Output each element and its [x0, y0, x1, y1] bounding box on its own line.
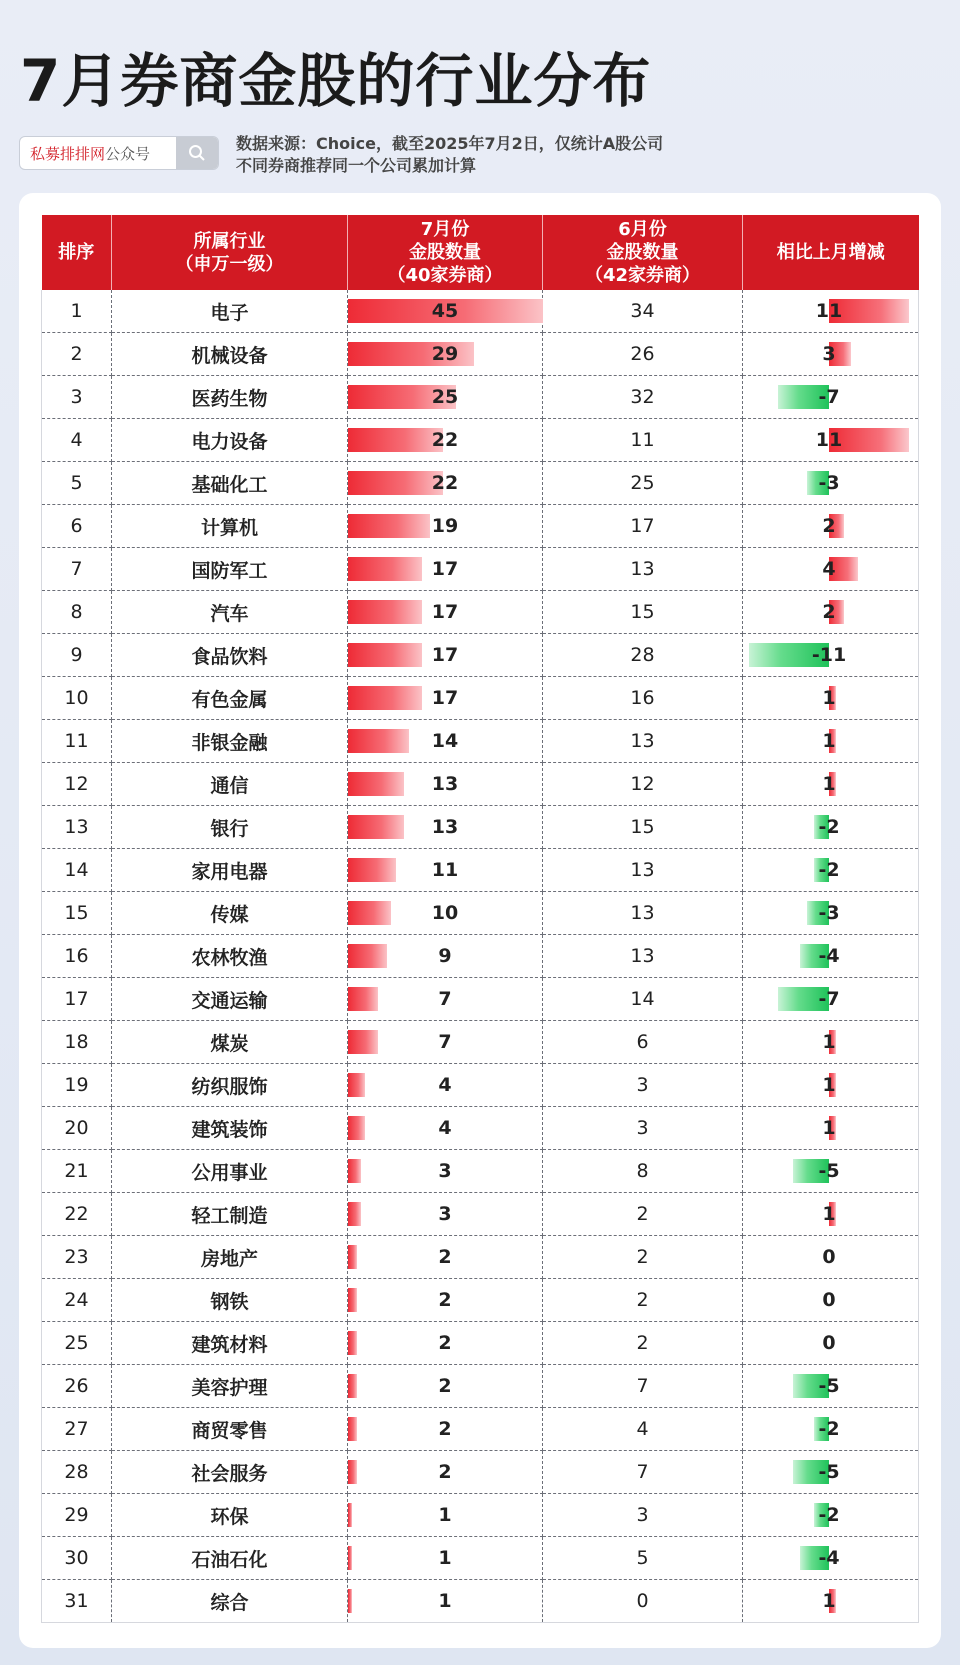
- july-count-bar: [348, 901, 391, 925]
- july-count-cell: [348, 1537, 543, 1580]
- july-count-bar: [348, 1460, 357, 1484]
- july-count-cell: [348, 1494, 543, 1537]
- rank-cell: 4: [42, 419, 112, 462]
- table-row: [42, 720, 919, 763]
- industry-cell: 基础化工: [112, 462, 348, 505]
- table-row: [42, 806, 919, 849]
- industry-cell: 社会服务: [112, 1451, 348, 1494]
- change-value: 1: [822, 687, 836, 709]
- june-count-cell: 15: [543, 806, 743, 849]
- industry-cell: 传媒: [112, 892, 348, 935]
- july-count-value: 2: [438, 1418, 452, 1440]
- july-count-bar: [348, 815, 404, 839]
- july-count-cell: [348, 978, 543, 1021]
- rank-cell: 3: [42, 376, 112, 419]
- change-value: 1: [822, 773, 836, 795]
- change-cell: [743, 935, 919, 978]
- change-cell: [743, 1064, 919, 1107]
- july-count-cell: [348, 1322, 543, 1365]
- july-count-bar: [348, 1546, 352, 1570]
- industry-cell: 房地产: [112, 1236, 348, 1279]
- july-count-value: 2: [438, 1461, 452, 1483]
- change-value: 1: [822, 1203, 836, 1225]
- industry-cell: 综合: [112, 1580, 348, 1623]
- change-cell: [743, 677, 919, 720]
- table-row: [42, 591, 919, 634]
- header-industry: 所属行业 （申万一级）: [112, 215, 348, 290]
- industry-cell: 有色金属: [112, 677, 348, 720]
- july-count-value: 13: [431, 816, 459, 838]
- july-count-value: 7: [438, 1031, 452, 1053]
- change-value: 1: [822, 1117, 836, 1139]
- june-count-cell: 2: [543, 1322, 743, 1365]
- june-count-cell: 2: [543, 1193, 743, 1236]
- table-row: [42, 333, 919, 376]
- july-count-bar: [348, 1245, 357, 1269]
- july-count-bar: [348, 858, 396, 882]
- header-rank: 排序: [42, 215, 112, 290]
- table-header-row: [42, 215, 919, 290]
- source-line-2: 不同券商推荐同一个公司累加计算: [236, 156, 477, 175]
- change-cell: [743, 806, 919, 849]
- july-count-value: 7: [438, 988, 452, 1010]
- july-count-value: 25: [431, 386, 459, 408]
- change-value: 1: [822, 1590, 836, 1612]
- change-value: 0: [822, 1246, 836, 1268]
- july-count-value: 3: [438, 1160, 452, 1182]
- june-count-cell: 13: [543, 935, 743, 978]
- table-row: [42, 892, 919, 935]
- industry-cell: 建筑材料: [112, 1322, 348, 1365]
- july-count-value: 17: [431, 558, 459, 580]
- july-count-bar: [348, 729, 409, 753]
- july-count-bar: [348, 1374, 357, 1398]
- table-row: [42, 1193, 919, 1236]
- industry-cell: 电子: [112, 290, 348, 333]
- rank-cell: 22: [42, 1193, 112, 1236]
- table-row: [42, 1150, 919, 1193]
- table-row: [42, 1580, 919, 1623]
- july-count-bar: [348, 1116, 365, 1140]
- july-count-bar: [348, 1030, 378, 1054]
- july-count-cell: [348, 1451, 543, 1494]
- change-cell: [743, 849, 919, 892]
- source-line-1: 数据来源：Choice，截至2025年7月2日，仅统计A股公司: [236, 134, 664, 153]
- july-count-cell: [348, 763, 543, 806]
- july-count-bar: [348, 557, 422, 581]
- change-value: 0: [822, 1289, 836, 1311]
- table-body: [42, 290, 919, 1623]
- june-count-cell: 3: [543, 1064, 743, 1107]
- table-row: [42, 1107, 919, 1150]
- rank-cell: 30: [42, 1537, 112, 1580]
- table-row: [42, 763, 919, 806]
- table-row: [42, 1021, 919, 1064]
- july-count-cell: [348, 462, 543, 505]
- july-count-cell: [348, 677, 543, 720]
- change-value: -4: [818, 1547, 840, 1569]
- table-row: [42, 1279, 919, 1322]
- july-count-value: 2: [438, 1375, 452, 1397]
- july-count-cell: [348, 1365, 543, 1408]
- rank-cell: 10: [42, 677, 112, 720]
- rank-cell: 15: [42, 892, 112, 935]
- table-row: [42, 677, 919, 720]
- change-cell: [743, 419, 919, 462]
- change-value: 2: [822, 515, 836, 537]
- industry-cell: 轻工制造: [112, 1193, 348, 1236]
- july-count-value: 2: [438, 1246, 452, 1268]
- search-icon: [188, 144, 206, 162]
- industry-cell: 通信: [112, 763, 348, 806]
- july-count-value: 1: [438, 1547, 452, 1569]
- brand-label: [20, 143, 176, 164]
- july-count-value: 17: [431, 644, 459, 666]
- change-cell: [743, 1193, 919, 1236]
- change-cell: [743, 548, 919, 591]
- header-july: 7月份 金股数量 （40家券商）: [348, 215, 543, 290]
- june-count-cell: 13: [543, 548, 743, 591]
- july-count-value: 22: [431, 429, 459, 451]
- change-value: -3: [818, 472, 840, 494]
- june-count-cell: 13: [543, 720, 743, 763]
- change-cell: [743, 892, 919, 935]
- change-value: -5: [818, 1160, 840, 1182]
- july-count-bar: [348, 686, 422, 710]
- july-count-value: 2: [438, 1289, 452, 1311]
- june-count-cell: 2: [543, 1279, 743, 1322]
- table-wrap: [41, 215, 918, 1623]
- june-count-cell: 28: [543, 634, 743, 677]
- rank-cell: 6: [42, 505, 112, 548]
- table-row: [42, 1494, 919, 1537]
- june-count-cell: 8: [543, 1150, 743, 1193]
- july-count-bar: [348, 1331, 357, 1355]
- july-count-bar: [348, 772, 404, 796]
- july-count-cell: [348, 1150, 543, 1193]
- june-count-cell: 6: [543, 1021, 743, 1064]
- july-count-cell: [348, 1580, 543, 1623]
- change-cell: [743, 634, 919, 677]
- july-count-bar: [348, 600, 422, 624]
- june-count-cell: 5: [543, 1537, 743, 1580]
- rank-cell: 24: [42, 1279, 112, 1322]
- july-count-value: 1: [438, 1504, 452, 1526]
- industry-cell: 石油石化: [112, 1537, 348, 1580]
- change-cell: [743, 1494, 919, 1537]
- industry-cell: 家用电器: [112, 849, 348, 892]
- change-value: 1: [822, 1031, 836, 1053]
- rank-cell: 25: [42, 1322, 112, 1365]
- change-cell: [743, 1150, 919, 1193]
- july-count-value: 17: [431, 687, 459, 709]
- change-cell: [743, 1322, 919, 1365]
- change-cell: [743, 1279, 919, 1322]
- july-count-cell: [348, 849, 543, 892]
- table-row: [42, 419, 919, 462]
- july-count-value: 29: [431, 343, 459, 365]
- change-value: 1: [822, 1074, 836, 1096]
- june-count-cell: 34: [543, 290, 743, 333]
- rank-cell: 27: [42, 1408, 112, 1451]
- july-count-bar: [348, 1159, 361, 1183]
- july-count-bar: [348, 1503, 352, 1527]
- table-row: [42, 1236, 919, 1279]
- industry-cell: 计算机: [112, 505, 348, 548]
- july-count-bar: [348, 1073, 365, 1097]
- july-count-bar: [348, 987, 378, 1011]
- change-cell: [743, 591, 919, 634]
- rank-cell: 5: [42, 462, 112, 505]
- june-count-cell: 32: [543, 376, 743, 419]
- july-count-cell: [348, 1236, 543, 1279]
- rank-cell: 9: [42, 634, 112, 677]
- june-count-cell: 0: [543, 1580, 743, 1623]
- july-count-cell: [348, 1408, 543, 1451]
- industry-cell: 公用事业: [112, 1150, 348, 1193]
- industry-cell: 汽车: [112, 591, 348, 634]
- june-count-cell: 26: [543, 333, 743, 376]
- table-row: [42, 376, 919, 419]
- industry-cell: 纺织服饰: [112, 1064, 348, 1107]
- rank-cell: 16: [42, 935, 112, 978]
- june-count-cell: 7: [543, 1365, 743, 1408]
- table-row: [42, 978, 919, 1021]
- industry-cell: 农林牧渔: [112, 935, 348, 978]
- july-count-value: 22: [431, 472, 459, 494]
- industry-cell: 环保: [112, 1494, 348, 1537]
- industry-cell: 煤炭: [112, 1021, 348, 1064]
- june-count-cell: 14: [543, 978, 743, 1021]
- industry-cell: 美容护理: [112, 1365, 348, 1408]
- change-cell: [743, 1408, 919, 1451]
- industry-cell: 钢铁: [112, 1279, 348, 1322]
- july-count-bar: [348, 1202, 361, 1226]
- june-count-cell: 25: [543, 462, 743, 505]
- brand-suffix: 公众号: [105, 144, 151, 163]
- june-count-cell: 15: [543, 591, 743, 634]
- change-value: 3: [822, 343, 836, 365]
- industry-cell: 非银金融: [112, 720, 348, 763]
- june-count-cell: 3: [543, 1494, 743, 1537]
- july-count-cell: [348, 505, 543, 548]
- change-cell: [743, 1236, 919, 1279]
- change-value: -7: [818, 988, 840, 1010]
- industry-cell: 银行: [112, 806, 348, 849]
- table-row: [42, 1064, 919, 1107]
- june-count-cell: 11: [543, 419, 743, 462]
- industry-cell: 医药生物: [112, 376, 348, 419]
- july-count-cell: [348, 376, 543, 419]
- july-count-cell: [348, 1107, 543, 1150]
- rank-cell: 29: [42, 1494, 112, 1537]
- table-row: [42, 1365, 919, 1408]
- industry-cell: 机械设备: [112, 333, 348, 376]
- rank-cell: 7: [42, 548, 112, 591]
- rank-cell: 14: [42, 849, 112, 892]
- table-row: [42, 1451, 919, 1494]
- june-count-cell: 13: [543, 892, 743, 935]
- change-cell: [743, 720, 919, 763]
- industry-cell: 交通运输: [112, 978, 348, 1021]
- june-count-cell: 2: [543, 1236, 743, 1279]
- july-count-value: 13: [431, 773, 459, 795]
- july-count-value: 17: [431, 601, 459, 623]
- change-value: -5: [818, 1461, 840, 1483]
- search-button[interactable]: [176, 137, 218, 169]
- change-cell: [743, 1365, 919, 1408]
- table-row: [42, 462, 919, 505]
- table-card: [19, 193, 941, 1648]
- rank-cell: 2: [42, 333, 112, 376]
- header-june: 6月份 金股数量 （42家券商）: [543, 215, 743, 290]
- july-count-cell: [348, 419, 543, 462]
- change-cell: [743, 290, 919, 333]
- change-value: -2: [818, 859, 840, 881]
- july-count-cell: [348, 1021, 543, 1064]
- data-source: [236, 133, 663, 177]
- july-count-cell: [348, 806, 543, 849]
- july-count-value: 2: [438, 1332, 452, 1354]
- table-row: [42, 290, 919, 333]
- header-change: 相比上月增减: [743, 215, 919, 290]
- change-value: -5: [818, 1375, 840, 1397]
- rank-cell: 1: [42, 290, 112, 333]
- july-count-bar: [348, 1589, 352, 1613]
- rank-cell: 23: [42, 1236, 112, 1279]
- june-count-cell: 3: [543, 1107, 743, 1150]
- industry-cell: 商贸零售: [112, 1408, 348, 1451]
- july-count-bar: [348, 514, 430, 538]
- rank-cell: 12: [42, 763, 112, 806]
- table-row: [42, 634, 919, 677]
- change-value: -11: [811, 644, 847, 666]
- july-count-cell: [348, 935, 543, 978]
- change-value: -3: [818, 902, 840, 924]
- change-value: -2: [818, 816, 840, 838]
- change-cell: [743, 505, 919, 548]
- page-title: 7月券商金股的行业分布: [20, 47, 652, 115]
- june-count-cell: 12: [543, 763, 743, 806]
- change-cell: [743, 376, 919, 419]
- change-value: 4: [822, 558, 836, 580]
- change-value: 1: [822, 730, 836, 752]
- change-value: -2: [818, 1504, 840, 1526]
- july-count-bar: [348, 471, 443, 495]
- rank-cell: 26: [42, 1365, 112, 1408]
- change-cell: [743, 333, 919, 376]
- rank-cell: 18: [42, 1021, 112, 1064]
- july-count-value: 3: [438, 1203, 452, 1225]
- search-box[interactable]: [19, 136, 219, 170]
- rank-cell: 13: [42, 806, 112, 849]
- july-count-bar: [348, 1288, 357, 1312]
- change-value: -2: [818, 1418, 840, 1440]
- june-count-cell: 4: [543, 1408, 743, 1451]
- june-count-cell: 16: [543, 677, 743, 720]
- july-count-cell: [348, 1064, 543, 1107]
- table-row: [42, 849, 919, 892]
- rank-cell: 20: [42, 1107, 112, 1150]
- july-count-value: 11: [431, 859, 459, 881]
- july-count-cell: [348, 591, 543, 634]
- change-cell: [743, 763, 919, 806]
- change-value: 0: [822, 1332, 836, 1354]
- rank-cell: 11: [42, 720, 112, 763]
- july-count-cell: [348, 720, 543, 763]
- july-count-cell: [348, 1193, 543, 1236]
- industry-cell: 电力设备: [112, 419, 348, 462]
- change-value: 11: [815, 429, 843, 451]
- july-count-bar: [348, 428, 443, 452]
- change-cell: [743, 462, 919, 505]
- table-row: [42, 1537, 919, 1580]
- change-cell: [743, 1451, 919, 1494]
- industry-cell: 国防军工: [112, 548, 348, 591]
- change-value: 2: [822, 601, 836, 623]
- rank-cell: 28: [42, 1451, 112, 1494]
- july-count-cell: [348, 1279, 543, 1322]
- brand-name: 私募排排网: [30, 144, 106, 163]
- july-count-bar: [348, 643, 422, 667]
- july-count-value: 19: [431, 515, 459, 537]
- table-row: [42, 548, 919, 591]
- change-cell: [743, 1580, 919, 1623]
- july-count-value: 14: [431, 730, 459, 752]
- july-count-cell: [348, 548, 543, 591]
- july-count-value: 1: [438, 1590, 452, 1612]
- july-count-cell: [348, 892, 543, 935]
- table-row: [42, 1322, 919, 1365]
- june-count-cell: 13: [543, 849, 743, 892]
- june-count-cell: 17: [543, 505, 743, 548]
- change-value: -4: [818, 945, 840, 967]
- july-count-cell: [348, 290, 543, 333]
- industry-cell: 食品饮料: [112, 634, 348, 677]
- july-count-value: 9: [438, 945, 452, 967]
- july-count-value: 10: [431, 902, 459, 924]
- industry-table: [41, 215, 919, 1623]
- table-row: [42, 935, 919, 978]
- july-count-cell: [348, 634, 543, 677]
- rank-cell: 8: [42, 591, 112, 634]
- july-count-cell: [348, 333, 543, 376]
- table-row: [42, 1408, 919, 1451]
- rank-cell: 31: [42, 1580, 112, 1623]
- change-cell: [743, 1537, 919, 1580]
- rank-cell: 17: [42, 978, 112, 1021]
- change-cell: [743, 1107, 919, 1150]
- july-count-value: 4: [438, 1117, 452, 1139]
- july-count-value: 45: [431, 300, 459, 322]
- rank-cell: 19: [42, 1064, 112, 1107]
- change-cell: [743, 1021, 919, 1064]
- june-count-cell: 7: [543, 1451, 743, 1494]
- july-count-value: 4: [438, 1074, 452, 1096]
- change-cell: [743, 978, 919, 1021]
- rank-cell: 21: [42, 1150, 112, 1193]
- july-count-bar: [348, 1417, 357, 1441]
- july-count-bar: [348, 944, 387, 968]
- table-row: [42, 505, 919, 548]
- change-value: 11: [815, 300, 843, 322]
- change-value: -7: [818, 386, 840, 408]
- industry-cell: 建筑装饰: [112, 1107, 348, 1150]
